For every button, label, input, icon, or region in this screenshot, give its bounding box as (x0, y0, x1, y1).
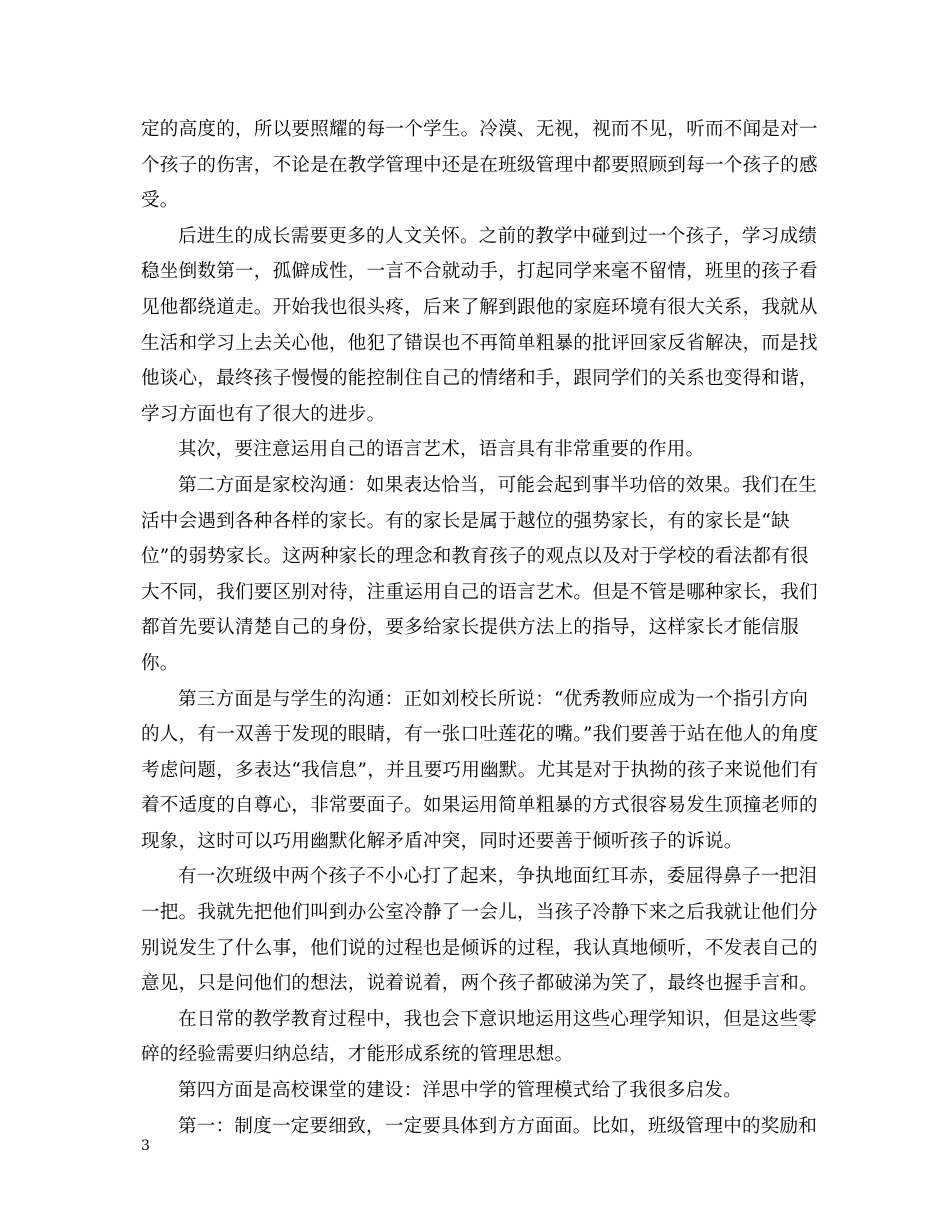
paragraph-6: 有一次班级中两个孩子不小心打了起来，争执地面红耳赤，委屈得鼻子一把泪一把。我就先把他们叫到办公室冷静了一会儿，当孩子冷静下来之后我就让他们分别说发生了什么事，他们说的过程也是倾诉的过程，我认真地倾听，不发表自己的意见，只是问他们的想法，说着说着，两个孩子都破涕为笑了，最终也握手言和。 (141, 866, 818, 995)
document-body (141, 112, 821, 1144)
paragraph-9: 第一：制度一定要细致，一定要具体到方方面面。比如，班级管理中的奖励和 (178, 1115, 818, 1137)
paragraph-1: 定的高度的，所以要照耀的每一个学生。冷漠、无视，视而不见，听而不闻是对一个孩子的伤害，不论是在教学管理中还是在班级管理中都要照顾到每一个孩子的感受。 (141, 119, 818, 212)
paragraph-8: 第四方面是高校课堂的建设：洋思中学的管理模式给了我很多启发。 (178, 1080, 743, 1102)
paragraph-5: 第三方面是与学生的沟通：正如刘校长所说：“优秀教师应成为一个指引方向的人，有一双善于发现的眼睛，有一张口吐莲花的嘴。”我们要善于站在他人的角度考虑问题，多表达“我信息”，并且要巧用幽默。尤其是对于执拗的孩子来说他们有着不适度的自尊心，非常要面子。如果运用简单粗暴的方式很容易发生顶撞老师的现象，这时可以巧用幽默化解矛盾冲突，同时还要善于倾听孩子的诉说。 (141, 688, 819, 852)
paragraph-4: 第二方面是家校沟通：如果表达恰当，可能会起到事半功倍的效果。我们在生活中会遇到各种各样的家长。有的家长是属于越位的强势家长，有的家长是“缺位”的弱势家长。这两种家长的理念和教育孩子的观点以及对于学校的看法都有很大不同，我们要区别对待，注重运用自己的语言艺术。但是不管是哪种家长，我们都首先要认清楚自己的身份，要多给家长提供方法上的指导，这样家长才能信服你。 (141, 474, 818, 674)
page-number: 3 (141, 1138, 150, 1154)
paragraph-7: 在日常的教学教育过程中，我也会下意识地运用这些心理学知识，但是这些零碎的经验需要归纳总结，才能形成系统的管理思想。 (141, 1008, 818, 1066)
paragraph-2: 后进生的成长需要更多的人文关怀。之前的教学中碰到过一个孩子，学习成绩稳坐倒数第一，孤僻成性，一言不合就动手，打起同学来毫不留情，班里的孩子看见他都绕道走。开始我也很头疼，后来了解到跟他的家庭环境有很大关系，我就从生活和学习上去关心他，他犯了错误也不再简单粗暴的批评回家反省解决，而是找他谈心，最终孩子慢慢的能控制住自己的情绪和手，跟同学们的关系也变得和谐，学习方面也有了很大的进步。 (141, 225, 818, 425)
paragraph-3: 其次，要注意运用自己的语言艺术，语言具有非常重要的作用。 (178, 439, 705, 461)
